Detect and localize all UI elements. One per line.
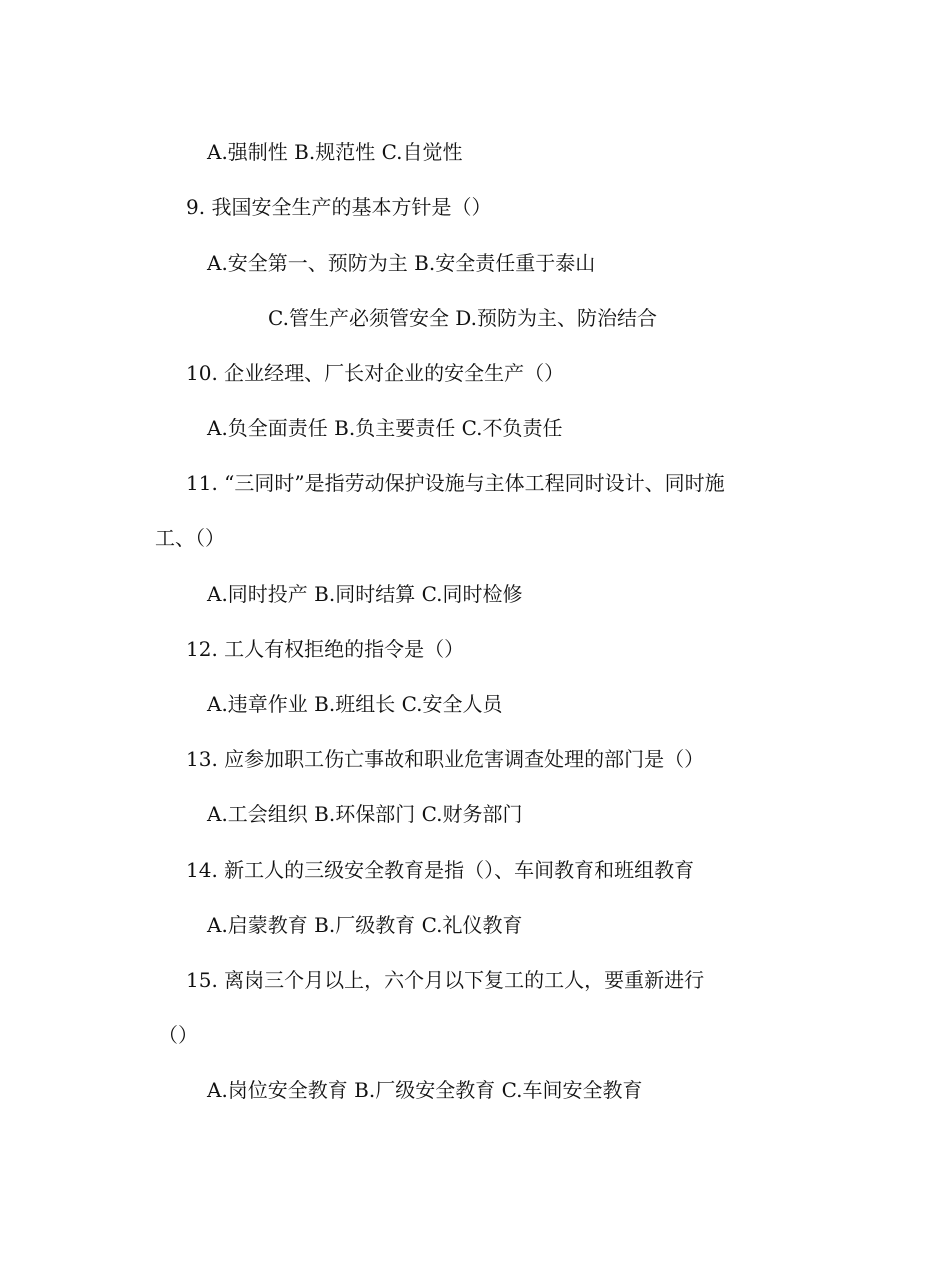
q15-question: 15. 离岗三个月以上，六个月以下复工的工人，要重新进行 [186,968,705,992]
q15-question-continued: （） [158,1023,198,1047]
q14-question: 14. 新工人的三级安全教育是指（）、车间教育和班组教育 [186,858,695,882]
q13-options: A.工会组织 B.环保部门 C.财务部门 [207,802,523,826]
q11-question-continued: 工、（） [155,526,225,550]
q12-question: 12. 工人有权拒绝的指令是（） [186,637,465,661]
q9-question: 9. 我国安全生产的基本方针是（） [186,195,492,219]
q9-options-cd: C.管生产必须管安全 D.预防为主、防治结合 [268,306,657,330]
q10-options: A.负全面责任 B.负主要责任 C.不负责任 [207,416,563,440]
q10-question: 10. 企业经理、厂长对企业的安全生产（） [186,361,565,385]
q9-options-ab: A.安全第一、预防为主 B.安全责任重于泰山 [207,251,596,275]
q11-question: 11. “三同时”是指劳动保护设施与主体工程同时设计、同时施 [186,471,725,495]
q15-options: A.岗位安全教育 B.厂级安全教育 C.车间安全教育 [207,1078,643,1102]
q13-question: 13. 应参加职工伤亡事故和职业危害调查处理的部门是（） [186,747,705,771]
q8-options: A.强制性 B.规范性 C.自觉性 [207,140,463,164]
q11-options: A.同时投产 B.同时结算 C.同时检修 [207,582,523,606]
q14-options: A.启蒙教育 B.厂级教育 C.礼仪教育 [207,913,523,937]
q12-options: A.违章作业 B.班组长 C.安全人员 [207,692,503,716]
